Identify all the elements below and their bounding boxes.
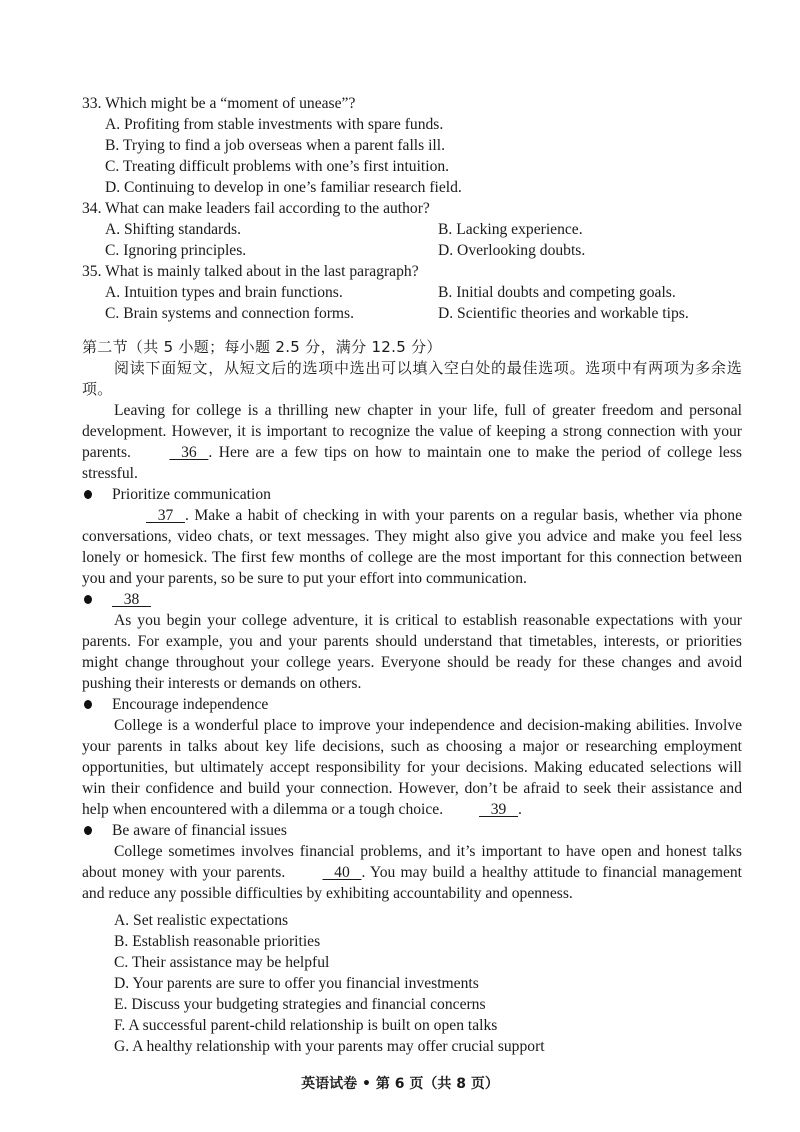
option: A. Profiting from stable investments with spare funds. [105,116,444,133]
heading-text: Prioritize communication [112,486,271,503]
option: C. Brain systems and connection forms. [105,305,355,322]
blank-37: 37 [146,507,185,524]
question-stem: 33. Which might be a “moment of unease”? [82,95,356,112]
blank-38: 38 [112,591,151,608]
option: A. Intuition types and brain functions. [105,284,343,301]
question-stem: 34. What can make leaders fail according to the author? [82,200,430,217]
passage-paragraph [82,841,742,904]
text: . Make a habit of checking in with your parents on a regular basis, whether via phone conversations, video chats, or text messages. They might also give you advice and make you feel less lonely or homesick. The first few months of college are the most important for this connection between you and your parents, so be sure to put your effort into communication. [82,507,742,587]
option: D. Continuing to develop in one’s familiar research field. [105,179,462,196]
blank-40: 40 [322,864,362,881]
bullet-heading [82,589,742,610]
bullet-icon [84,700,92,709]
passage-paragraph [82,505,742,589]
passage-paragraph [82,400,742,484]
section-title: 第二节（共 5 小题；每小题 2.5 分，满分 12.5 分） [82,338,442,356]
option: C. Ignoring principles. [105,242,247,259]
choice: G. A healthy relationship with your parents may offer crucial support [114,1038,545,1055]
page-footer: 英语试卷 • 第 6 页（共 8 页） [301,1076,499,1092]
bullet-heading [82,820,742,841]
text: . You may build a healthy attitude to financial management and reduce any possible difficulties by exhibiting accountability and openness. [82,864,742,902]
text: Leaving for college is a thrilling new chapter in your life, full of greater freedom and personal development. However, it is important to recognize the value of keeping a strong connection with your parents. [82,402,742,461]
option: B. Trying to find a job overseas when a parent falls ill. [105,137,445,154]
choice: D. Your parents are sure to offer you financial investments [114,975,479,992]
bullet-icon [84,595,92,604]
option: D. Overlooking doubts. [438,242,586,259]
question-34 [82,198,742,261]
text: College is a wonderful place to improve your independence and decision-making abilities. Involve your parents in talks about key life decisions, such as choosing a major or researching employment opportunities, but ultimately accept responsibility for your decisions. Making educated selections will win their confidence and build your connection. However, don’t be afraid to seek their assistance and help when encountered with a dilemma or a tough choice. [82,717,742,818]
question-35 [82,261,742,324]
question-stem: 35. What is mainly talked about in the last paragraph? [82,263,419,280]
option: A. Shifting standards. [105,221,242,238]
choice: B. Establish reasonable priorities [114,933,321,950]
passage-paragraph: As you begin your college adventure, it is critical to establish reasonable expectations with your parents. For example, you and your parents should understand that timetables, interests, or priorities might change throughout your college years. Everyone should be ready for these changes and avoid pushing their interests or demands on others. [82,612,742,692]
option: C. Treating difficult problems with one’s first intuition. [105,158,450,175]
answer-choices [82,910,742,1057]
option: B. Initial doubts and competing goals. [438,284,676,301]
choice: E. Discuss your budgeting strategies and financial concerns [114,996,486,1013]
text: . [518,801,522,818]
question-33 [82,93,742,198]
passage-paragraph [82,715,742,820]
option: B. Lacking experience. [438,221,583,238]
exam-page [82,93,742,1057]
bullet-heading [82,694,742,715]
text: College sometimes involves financial problems, and it’s important to have open and honest talks about money with your parents. [82,843,742,881]
blank-39: 39 [479,801,519,818]
section-instruction: 阅读下面短文，从短文后的选项中选出可以填入空白处的最佳选项。选项中有两项为多余选项。 [82,359,742,398]
choice: A. Set realistic expectations [114,912,289,929]
bullet-heading [82,484,742,505]
choice: C. Their assistance may be helpful [114,954,330,971]
blank-36: 36 [169,444,209,461]
bullet-icon [84,490,92,499]
text: . Here are a few tips on how to maintain one to make the period of college less stressful. [82,444,742,482]
bullet-icon [84,826,92,835]
choice: F. A successful parent-child relationship is built on open talks [114,1017,498,1034]
option: D. Scientific theories and workable tips. [438,305,689,322]
heading-text: Encourage independence [112,696,269,713]
heading-text: Be aware of financial issues [112,822,287,839]
